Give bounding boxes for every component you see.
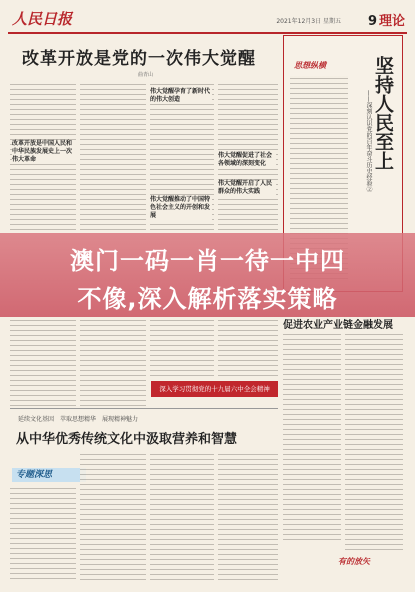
sidebar-label: 思想纵横 xyxy=(294,60,326,70)
body-text-column xyxy=(10,318,76,406)
article2-headline: 促进农业产业链金融发展 xyxy=(283,320,393,331)
issue-date: 2021年12月3日 星期五 xyxy=(276,18,341,25)
overlay-line-2: 不像,深入解析落实策略 xyxy=(77,285,338,313)
body-text-column xyxy=(218,318,278,378)
newspaper-logo: 人民日报 xyxy=(12,10,73,28)
body-text-column xyxy=(80,82,146,232)
article1-subhead: 伟大觉醒推动了中国特色社会主义的开创和发展 xyxy=(150,196,211,219)
divider xyxy=(10,408,278,409)
body-text-column xyxy=(150,318,214,378)
article1-headline: 改革开放是党的一次伟大觉醒 xyxy=(22,49,256,69)
masthead xyxy=(8,6,407,34)
article3-headline: 从中华优秀传统文化中汲取营养和智慧 xyxy=(16,432,238,447)
article1-subhead: 改革开放是中国人民和中华民族发展史上一次伟大革命 xyxy=(12,140,76,164)
page-number: 9 理论 xyxy=(367,14,405,29)
article1-byline: 曲青山 xyxy=(138,72,154,78)
sidebar-title: 坚持人民至上 xyxy=(372,56,394,170)
body-text-column xyxy=(10,486,76,582)
body-text-column xyxy=(345,332,403,552)
body-text-column xyxy=(80,318,146,406)
body-text-column xyxy=(218,452,278,582)
sidebar-subtitle: ——深刻认识党的百年奋斗历史经验② xyxy=(365,90,372,192)
column-signature: 有的放矢 xyxy=(338,556,370,566)
overlay-banner xyxy=(0,233,415,317)
article1-subhead: 伟大觉醒促进了社会各领域的深刻变化 xyxy=(218,152,276,168)
column-tag: 专题深思 xyxy=(12,468,86,482)
article3-tagline: 延续文化基因 萃取思想精华 展现精神魅力 xyxy=(18,416,139,423)
section-name: 理论 xyxy=(378,14,405,29)
article1-subhead: 伟大觉醒孕育了新时代的伟大创造 xyxy=(150,88,211,103)
overlay-line-1: 澳门一码一肖一待一中四 xyxy=(70,247,345,275)
article1-subhead: 伟大觉醒开启了人民群众的伟大实践 xyxy=(218,180,276,196)
body-text-column xyxy=(283,332,341,542)
campaign-banner: 深入学习贯彻党的十九届六中全会精神 xyxy=(151,381,278,397)
body-text-column xyxy=(150,452,214,582)
body-text-column xyxy=(80,452,146,582)
